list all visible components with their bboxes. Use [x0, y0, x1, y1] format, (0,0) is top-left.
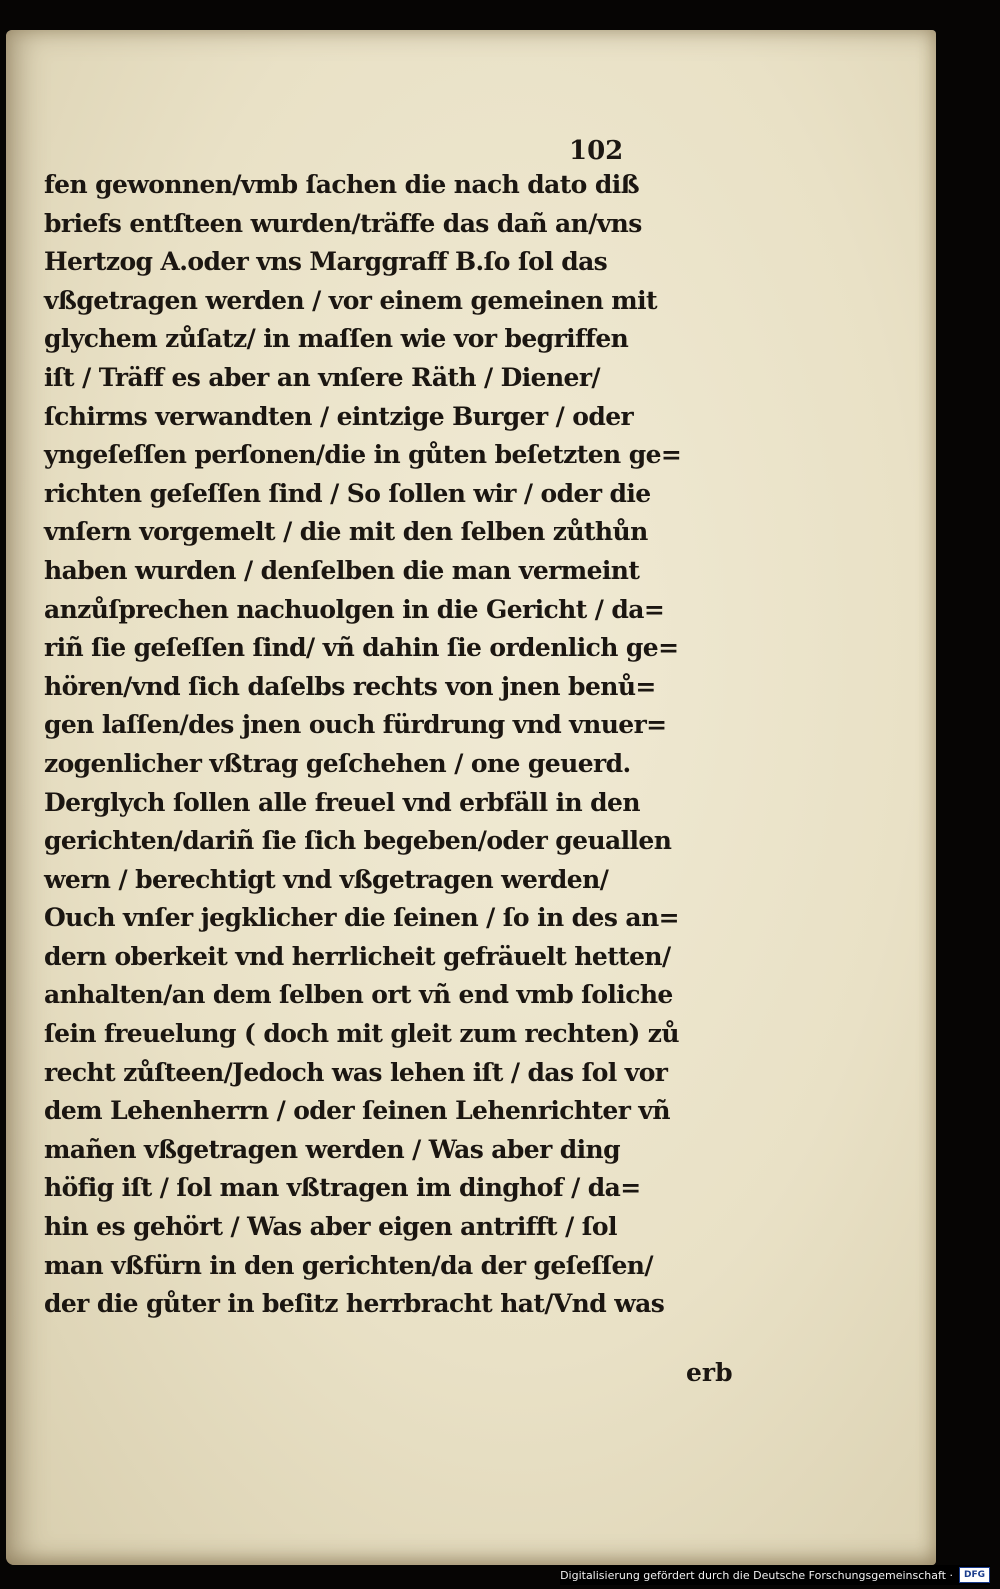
- text-line: anzůſprechen nachuolgen in die Gericht / da=: [44, 594, 665, 624]
- footer-text: Digitalisierung gefördert durch die Deutsche Forschungsgemeinschaft ·: [560, 1568, 953, 1582]
- text-line: hören/vnd ſich daſelbs rechts von jnen benů=: [44, 671, 656, 701]
- text-line: Derglych ſollen alle freuel vnd erbfäll in den: [44, 787, 640, 817]
- text-line: briefs entſteen wurden/träffe das dañ an/vns: [44, 208, 642, 238]
- text-line: man vßfürn in den gerichten/da der geſeſſen/: [44, 1250, 653, 1280]
- text-line: riñ ſie geſeſſen ſind/ vñ dahin ſie ordenlich ge=: [44, 633, 679, 663]
- text-line: höfig iſt / ſol man vßtragen im dinghof / da=: [44, 1173, 641, 1203]
- text-line: recht zůſteen/Jedoch was lehen iſt / das ſol vor: [44, 1057, 668, 1087]
- text-line: ſchirms verwandten / eintzige Burger / oder: [44, 401, 634, 431]
- text-line: dem Lehenherrn / oder ſeinen Lehenrichter vñ: [44, 1096, 670, 1126]
- dfg-logo: DFG: [959, 1567, 990, 1583]
- text-line: der die gůter in beſitz herrbracht hat/Vnd was: [44, 1289, 665, 1319]
- text-line: Ouch vnſer jegklicher die ſeinen / ſo in des an=: [44, 903, 679, 933]
- funding-footer: [560, 1565, 990, 1585]
- text-line: zogenlicher vßtrag geſchehen / one geuerd.: [44, 748, 631, 778]
- text-line: iſt / Träff es aber an vnſere Räth / Diener/: [44, 362, 600, 392]
- body-text: [44, 166, 744, 1324]
- text-line: mañen vßgetragen werden / Was aber ding: [44, 1134, 620, 1164]
- text-line: Hertzog A.oder vns Marggraff B.ſo ſol das: [44, 247, 608, 277]
- text-line: gen laſſen/des jnen ouch fürdrung vnd vnuer=: [44, 710, 667, 740]
- text-line: ſein freuelung ( doch mit gleit zum rechten) zů: [44, 1019, 679, 1049]
- text-line: haben wurden / denſelben die man vermeint: [44, 555, 640, 585]
- text-line: vßgetragen werden / vor einem gemeinen mit: [44, 285, 658, 315]
- text-line: fen gewonnen/vmb ſachen die nach dato diß: [44, 170, 640, 199]
- text-line: richten geſeſſen ſind / So ſollen wir / oder die: [44, 478, 651, 508]
- text-line: vnſern vorgemelt / die mit den ſelben zůthůn: [44, 517, 648, 547]
- text-line: wern / berechtigt vnd vßgetragen werden/: [44, 864, 609, 894]
- page-number: 102: [569, 136, 624, 166]
- text-line: hin es gehört / Was aber eigen antrifft / ſol: [44, 1212, 617, 1242]
- paper-leaf: [6, 30, 936, 1565]
- text-line: dern oberkeit vnd herrlicheit gefräuelt hetten/: [44, 941, 671, 971]
- catchword: erb: [686, 1358, 733, 1387]
- text-line: gerichten/dariñ ſie ſich begeben/oder geuallen: [44, 826, 672, 856]
- text-line: yngeſeſſen perſonen/die in gůten beſetzten ge=: [44, 440, 682, 470]
- text-line: glychem zůſatz/ in maſſen wie vor begriffen: [44, 324, 629, 354]
- text-line: anhalten/an dem ſelben ort vñ end vmb ſoliche: [44, 980, 673, 1010]
